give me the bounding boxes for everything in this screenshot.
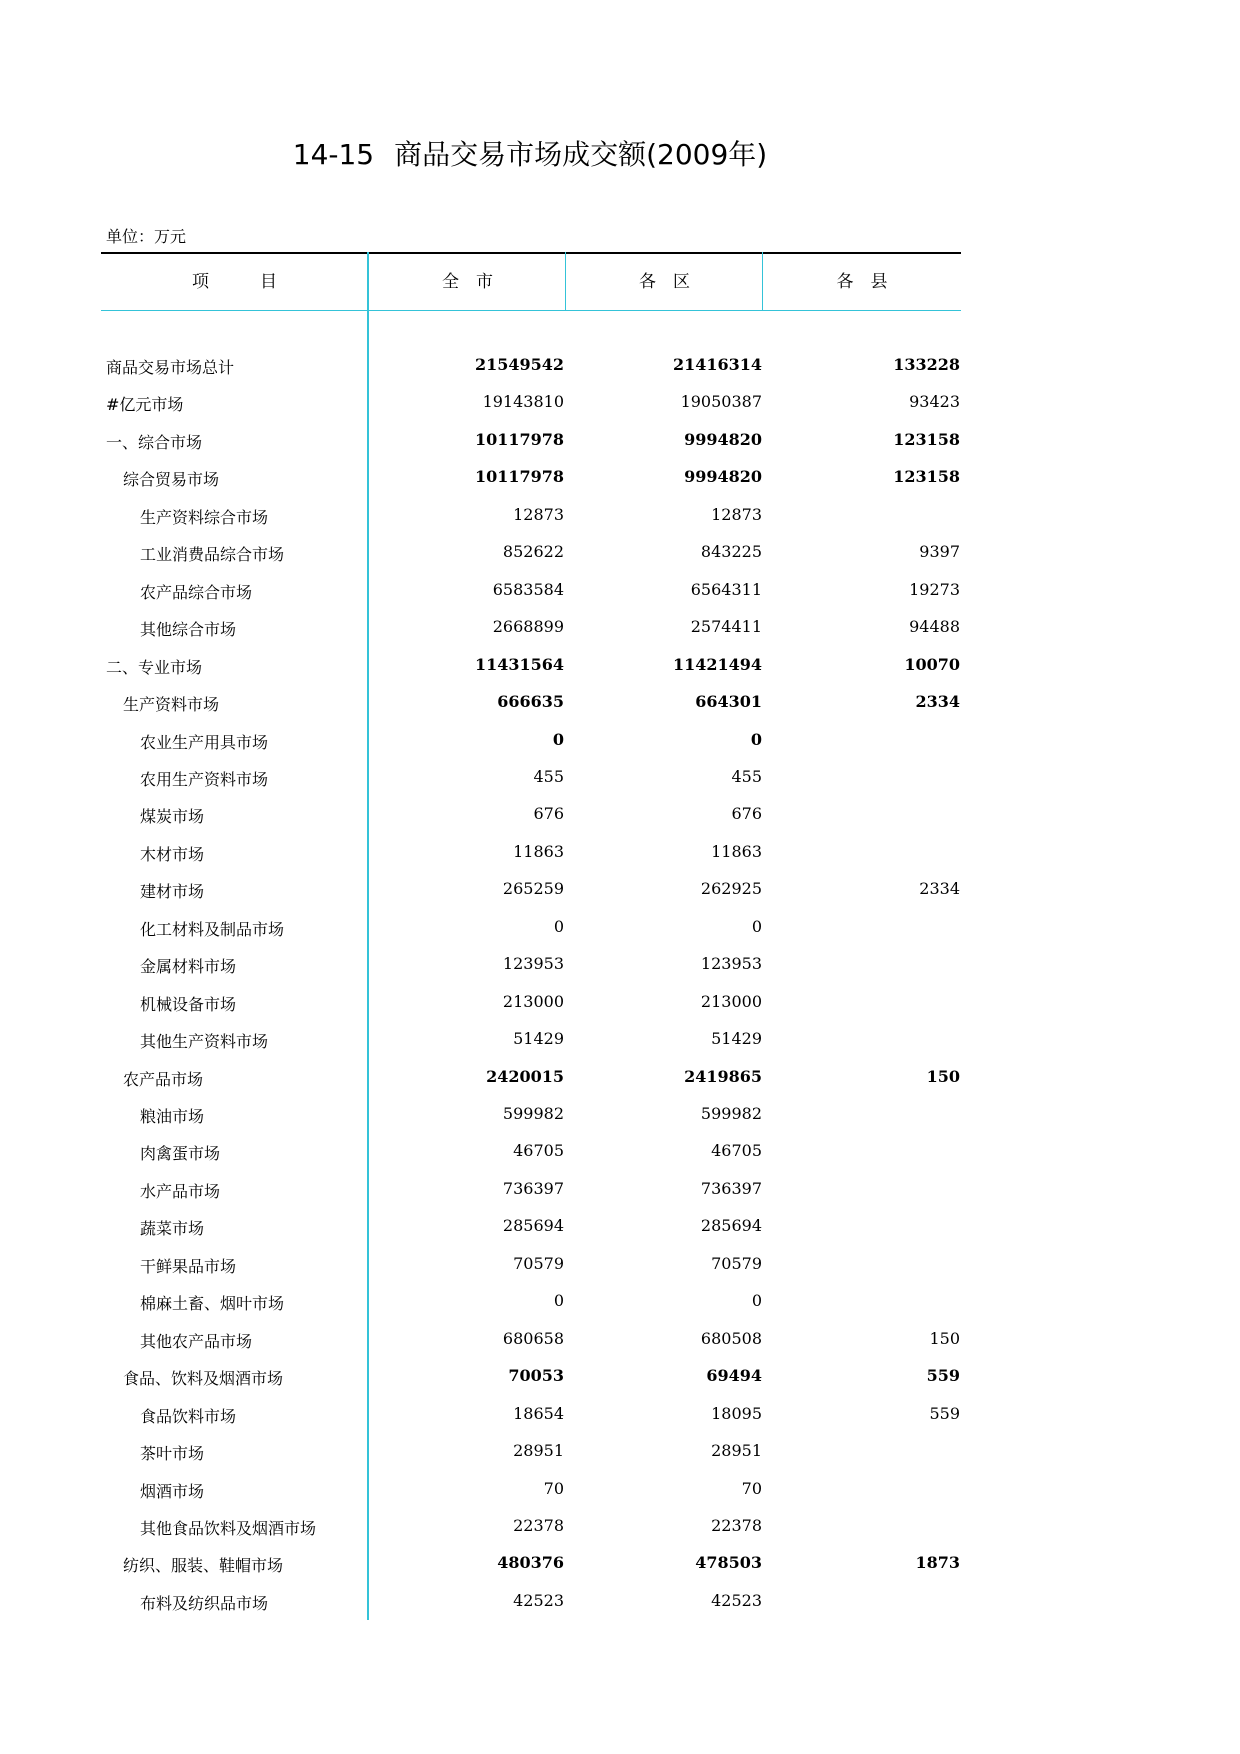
row-label: 纺织、服装、鞋帽市场: [123, 1556, 284, 1575]
row-label: 烟酒市场: [140, 1482, 205, 1501]
table-row: [0, 1291, 1240, 1321]
value-all-city: 10117978: [474, 430, 564, 449]
table-row: [0, 992, 1240, 1022]
value-counties: 559: [929, 1404, 960, 1423]
table-row: [0, 542, 1240, 572]
value-counties: 10070: [904, 655, 960, 674]
row-label: 水产品市场: [140, 1182, 221, 1201]
value-counties: 559: [926, 1366, 960, 1385]
value-districts: 28951: [711, 1441, 762, 1460]
value-districts: 69494: [706, 1366, 762, 1385]
value-districts: 22378: [711, 1516, 762, 1535]
value-all-city: 42523: [513, 1591, 564, 1610]
value-districts: 46705: [711, 1141, 762, 1160]
row-label: 食品、饮料及烟酒市场: [123, 1369, 284, 1388]
row-label: 蔬菜市场: [140, 1219, 205, 1238]
table-row: [0, 954, 1240, 984]
row-label: 肉禽蛋市场: [140, 1144, 221, 1163]
value-districts: 6564311: [690, 580, 762, 599]
table-row: [0, 1216, 1240, 1246]
value-all-city: 2420015: [486, 1067, 564, 1086]
table-row: [0, 617, 1240, 647]
row-label: 机械设备市场: [140, 995, 237, 1014]
value-districts: 843225: [700, 542, 762, 561]
value-all-city: 736397: [502, 1179, 564, 1198]
row-label: 农用生产资料市场: [140, 770, 269, 789]
value-counties: 133228: [893, 355, 960, 374]
table-row: [0, 430, 1240, 460]
value-all-city: 123953: [502, 954, 564, 973]
value-counties: 150: [926, 1067, 960, 1086]
value-all-city: 12873: [513, 505, 564, 524]
table-row: [0, 1141, 1240, 1171]
value-all-city: 21549542: [474, 355, 564, 374]
value-districts: 19050387: [680, 392, 762, 411]
value-all-city: 10117978: [474, 467, 564, 486]
table-row: [0, 467, 1240, 497]
value-counties: 1873: [915, 1553, 960, 1572]
row-label: 生产资料市场: [123, 695, 220, 714]
row-label: 一、综合市场: [106, 433, 203, 452]
value-districts: 285694: [700, 1216, 762, 1235]
table-row: [0, 767, 1240, 797]
value-counties: 9397: [919, 542, 960, 561]
value-counties: 2334: [919, 879, 960, 898]
value-districts: 12873: [711, 505, 762, 524]
table-row: [0, 1029, 1240, 1059]
table-row: [0, 392, 1240, 422]
table-row: [0, 1553, 1240, 1583]
row-label: 综合贸易市场: [123, 470, 220, 489]
value-districts: 455: [731, 767, 762, 786]
row-label: 二、专业市场: [106, 658, 203, 677]
row-label: 食品饮料市场: [140, 1407, 237, 1426]
row-label: 布料及纺织品市场: [140, 1594, 269, 1613]
row-label: 棉麻土畜、烟叶市场: [140, 1294, 285, 1313]
value-all-city: 19143810: [482, 392, 564, 411]
table-row: [0, 917, 1240, 947]
value-all-city: 455: [533, 767, 564, 786]
row-label: 煤炭市场: [140, 807, 205, 826]
column-divider-header-1: [565, 252, 566, 310]
value-districts: 478503: [695, 1553, 762, 1572]
row-label: 其他食品饮料及烟酒市场: [140, 1519, 317, 1538]
value-all-city: 0: [553, 917, 564, 936]
value-districts: 676: [731, 804, 762, 823]
value-all-city: 0: [552, 730, 564, 749]
value-all-city: 2668899: [492, 617, 564, 636]
value-districts: 123953: [700, 954, 762, 973]
table-row: [0, 1067, 1240, 1097]
value-all-city: 213000: [502, 992, 564, 1011]
table-row: [0, 692, 1240, 722]
value-all-city: 22378: [513, 1516, 564, 1535]
row-label: 农产品综合市场: [140, 583, 253, 602]
table-row: [0, 1479, 1240, 1509]
table-row: [0, 580, 1240, 610]
value-districts: 213000: [700, 992, 762, 1011]
value-all-city: 676: [533, 804, 564, 823]
value-districts: 11863: [711, 842, 762, 861]
value-counties: 93423: [909, 392, 960, 411]
row-label: 其他农产品市场: [140, 1332, 253, 1351]
value-counties: 123158: [893, 467, 960, 486]
value-districts: 2574411: [690, 617, 762, 636]
value-districts: 262925: [700, 879, 762, 898]
value-districts: 680508: [700, 1329, 762, 1348]
value-districts: 51429: [711, 1029, 762, 1048]
header-counties: 各 县: [836, 272, 888, 292]
value-all-city: 285694: [502, 1216, 564, 1235]
value-districts: 70579: [711, 1254, 762, 1273]
value-all-city: 6583584: [492, 580, 564, 599]
table-row: [0, 1179, 1240, 1209]
row-label: 建材市场: [140, 882, 205, 901]
value-all-city: 265259: [502, 879, 564, 898]
unit-label: 单位：万元: [106, 227, 187, 246]
value-all-city: 46705: [513, 1141, 564, 1160]
header-item: 项 目: [192, 272, 277, 292]
value-all-city: 70579: [513, 1254, 564, 1273]
value-all-city: 666635: [497, 692, 564, 711]
row-label: 干鲜果品市场: [140, 1257, 237, 1276]
value-counties: 19273: [909, 580, 960, 599]
value-all-city: 28951: [513, 1441, 564, 1460]
table-row: [0, 1516, 1240, 1546]
header-all-city: 全 市: [442, 272, 493, 292]
row-label: 金属材料市场: [140, 957, 237, 976]
row-label: 茶叶市场: [140, 1444, 205, 1463]
value-all-city: 70053: [508, 1366, 564, 1385]
value-all-city: 18654: [513, 1404, 564, 1423]
value-districts: 0: [751, 917, 762, 936]
header-bottom-rule: [101, 310, 961, 311]
value-counties: 2334: [915, 692, 960, 711]
table-number: 14-15: [292, 138, 375, 171]
value-all-city: 0: [553, 1291, 564, 1310]
value-districts: 18095: [711, 1404, 762, 1423]
row-label: #亿元市场: [106, 395, 184, 414]
value-districts: 9994820: [684, 430, 762, 449]
row-label: 农业生产用具市场: [140, 733, 269, 752]
value-districts: 2419865: [684, 1067, 762, 1086]
value-districts: 42523: [711, 1591, 762, 1610]
value-all-city: 599982: [502, 1104, 564, 1123]
row-label: 粮油市场: [140, 1107, 205, 1126]
table-row: [0, 355, 1240, 385]
value-counties: 94488: [909, 617, 960, 636]
table-row: [0, 1329, 1240, 1359]
header-districts: 各 区: [639, 272, 690, 292]
table-row: [0, 879, 1240, 909]
value-districts: 736397: [700, 1179, 762, 1198]
table-row: [0, 505, 1240, 535]
value-all-city: 51429: [513, 1029, 564, 1048]
row-label: 农产品市场: [123, 1070, 204, 1089]
row-label: 生产资料综合市场: [140, 508, 269, 527]
value-districts: 21416314: [672, 355, 762, 374]
table-row: [0, 1254, 1240, 1284]
value-all-city: 680658: [502, 1329, 564, 1348]
value-districts: 0: [751, 1291, 762, 1310]
table-row: [0, 1591, 1240, 1621]
table-row: [0, 730, 1240, 760]
table-title-text: 商品交易市场成交额(2009年): [394, 138, 768, 171]
row-label: 工业消费品综合市场: [140, 545, 285, 564]
value-districts: 11421494: [672, 655, 762, 674]
table-row: [0, 842, 1240, 872]
table-row: [0, 804, 1240, 834]
value-all-city: 11431564: [474, 655, 564, 674]
row-label: 化工材料及制品市场: [140, 920, 285, 939]
table-row: [0, 1366, 1240, 1396]
value-counties: 123158: [893, 430, 960, 449]
value-all-city: 11863: [513, 842, 564, 861]
value-all-city: 70: [543, 1479, 564, 1498]
row-label: 其他综合市场: [140, 620, 237, 639]
value-all-city: 480376: [497, 1553, 564, 1572]
value-all-city: 852622: [502, 542, 564, 561]
value-districts: 0: [750, 730, 762, 749]
table-row: [0, 1104, 1240, 1134]
value-districts: 70: [741, 1479, 762, 1498]
table-row: [0, 1441, 1240, 1471]
row-label: 其他生产资料市场: [140, 1032, 269, 1051]
row-label: 商品交易市场总计: [106, 358, 235, 377]
table-row: [0, 655, 1240, 685]
column-divider-header-2: [762, 252, 763, 310]
value-districts: 599982: [700, 1104, 762, 1123]
page-title: [0, 133, 1060, 173]
table-row: [0, 1404, 1240, 1434]
value-counties: 150: [929, 1329, 960, 1348]
row-label: 木材市场: [140, 845, 205, 864]
value-districts: 9994820: [684, 467, 762, 486]
value-districts: 664301: [695, 692, 762, 711]
